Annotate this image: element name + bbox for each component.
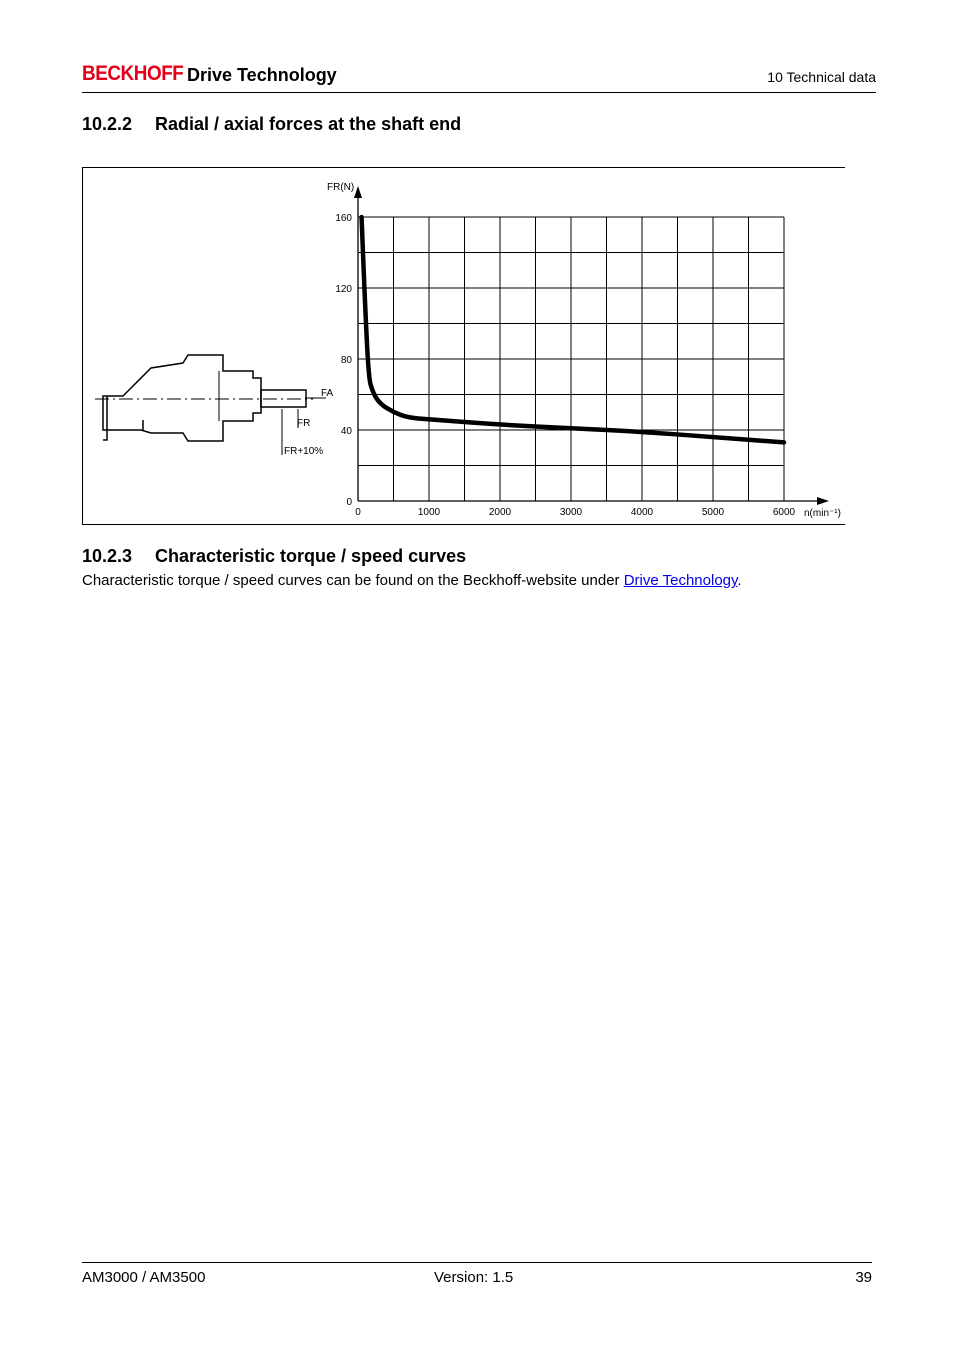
plot-area [335,186,829,518]
section-number: 10.2.2 [82,114,133,134]
x-tick-label: 2000 [488,507,512,518]
x-axis-arrow [817,497,829,505]
x-tick-label: 5000 [701,507,725,518]
y-tick-label: 40 [340,426,352,437]
brand-subtitle: Drive Technology [187,65,337,85]
force-chart [83,168,846,526]
fa-label: FA [321,388,334,399]
page-number: 39 [855,1269,872,1286]
x-tick-label: 4000 [630,507,654,518]
y-axis-arrow [354,186,362,198]
y-tick-label: 0 [346,497,352,508]
fr-tolerance-label: FR+10% [284,446,324,457]
motor-body [103,355,261,441]
page-header [82,62,876,93]
section-title: Characteristic torque / speed curves [155,546,467,566]
paragraph-end: . [737,572,742,589]
body-paragraph [82,572,742,589]
section-heading-torque-curves [82,546,466,567]
beckhoff-logo: BECKHOFF [82,62,184,85]
page-footer [82,1262,872,1287]
fr-label: FR [297,418,311,429]
drive-technology-link[interactable]: Drive Technology [623,572,738,589]
section-number: 10.2.3 [82,546,133,566]
y-tick-label: 80 [340,355,352,366]
section-heading-radial-forces [82,114,461,135]
series-line [362,217,784,442]
x-tick-label: 0 [355,507,361,518]
x-tick-label: 3000 [559,507,583,518]
x-axis-label: n(min⁻¹) [804,508,841,519]
footer-product: AM3000 / AM3500 [82,1269,206,1286]
paragraph-text: Characteristic torque / speed curves can be found on the Beckhoff-website under [82,572,624,589]
section-title: Radial / axial forces at the shaft end [155,114,462,134]
footer-version: Version: 1.5 [434,1269,514,1286]
y-axis-label: FR(N) [327,182,355,193]
motor-drawing [95,355,326,455]
x-tick-label: 1000 [417,507,441,518]
chapter-label: 10 Technical data [767,69,876,85]
x-tick-label: 6000 [772,507,796,518]
figure-frame [82,167,845,525]
y-tick-label: 160 [335,213,352,224]
y-tick-label: 120 [335,284,352,295]
